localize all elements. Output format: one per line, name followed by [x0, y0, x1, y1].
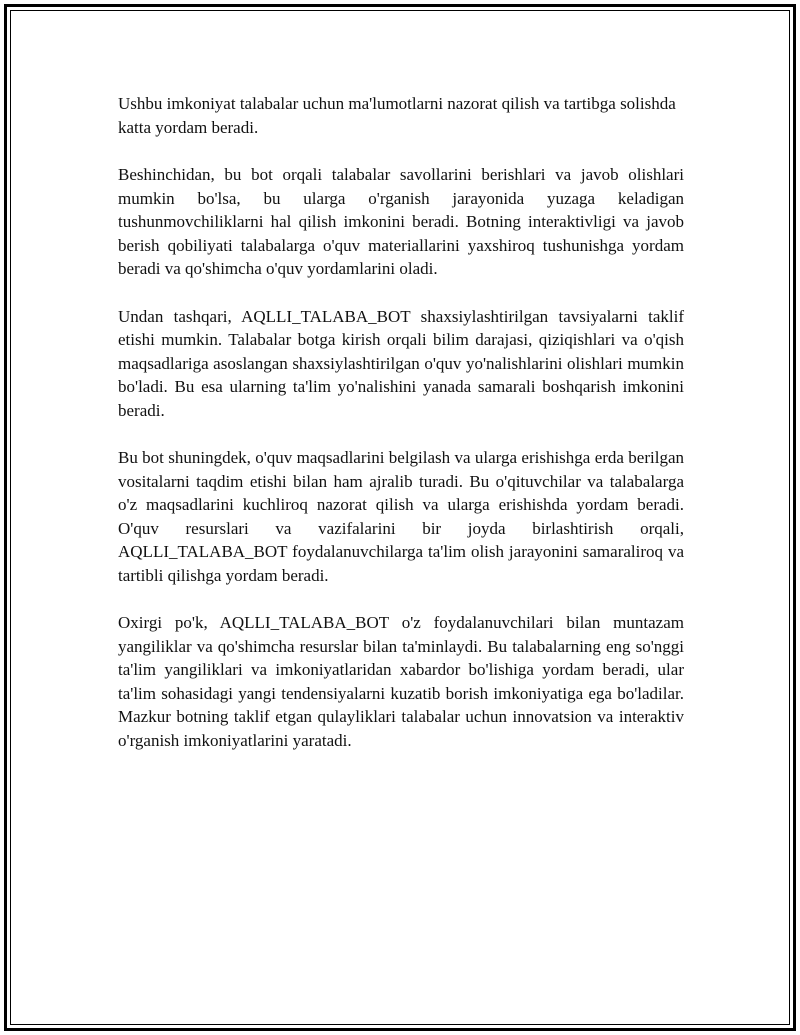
paragraph-5: Oxirgi po'k, AQLLI_TALABA_BOT o'z foydalanuvchilari bilan muntazam yangiliklar va qo'shimcha resurslar bilan ta'minlaydi. Bu talabalarning eng so'nggi ta'lim yangiliklari va imkoniyatlaridan xabardor bo'lishiga yordam beradi, ular ta'lim sohasidagi yangi tendensiyalarni kuzatib borish imkoniyatiga ega bo'ladilar. Mazkur botning taklif etgan qulayliklari talabalar uchun innovatsion va interaktiv o'rganish imkoniyatlarini yaratadi. — [118, 613, 684, 750]
paragraph-2: Beshinchidan, bu bot orqali talabalar savollarini berishlari va javob olishlari mumkin bo'lsa, bu ularga o'rganish jarayonida yuzaga keladigan tushunmovchiliklarni hal qilish imkonini beradi. Botning interaktivligi va javob berish qobiliyati talabalarga o'quv materiallarini yaxshiroq tushunishga yordam beradi va qo'shimcha o'quv yordamlarini oladi. — [118, 165, 684, 278]
paragraph-1: Ushbu imkoniyat talabalar uchun ma'lumotlarni nazorat qilish va tartibga solishda katta yordam beradi. — [118, 94, 676, 137]
paragraph-4: Bu bot shuningdek, o'quv maqsadlarini belgilash va ularga erishishga erda berilgan vositalarni taqdim etishi bilan ham ajralib turadi. Bu o'qituvchilar va talabalarga o'z maqsadlarini kuchliroq nazorat qilish va ularga erishishda yordam beradi. O'quv resurslari va vazifalarini bir joyda birlashtirish orqali, AQLLI_TALABA_BOT foydalanuvchilarga ta'lim olish jarayonini samaraliroq va tartibli qilishga yordam beradi. — [118, 448, 684, 585]
document-body — [118, 92, 684, 776]
paragraph-3: Undan tashqari, AQLLI_TALABA_BOT shaxsiylashtirilgan tavsiyalarni taklif etishi mumkin. Talabalar botga kirish orqali bilim darajasi, qiziqishlari va o'qish maqsadlariga asoslangan shaxsiylashtirilgan o'quv yo'nalishlarini olishlari mumkin bo'ladi. Bu esa ularning ta'lim yo'nalishini yanada samarali boshqarish imkonini beradi. — [118, 306, 684, 420]
